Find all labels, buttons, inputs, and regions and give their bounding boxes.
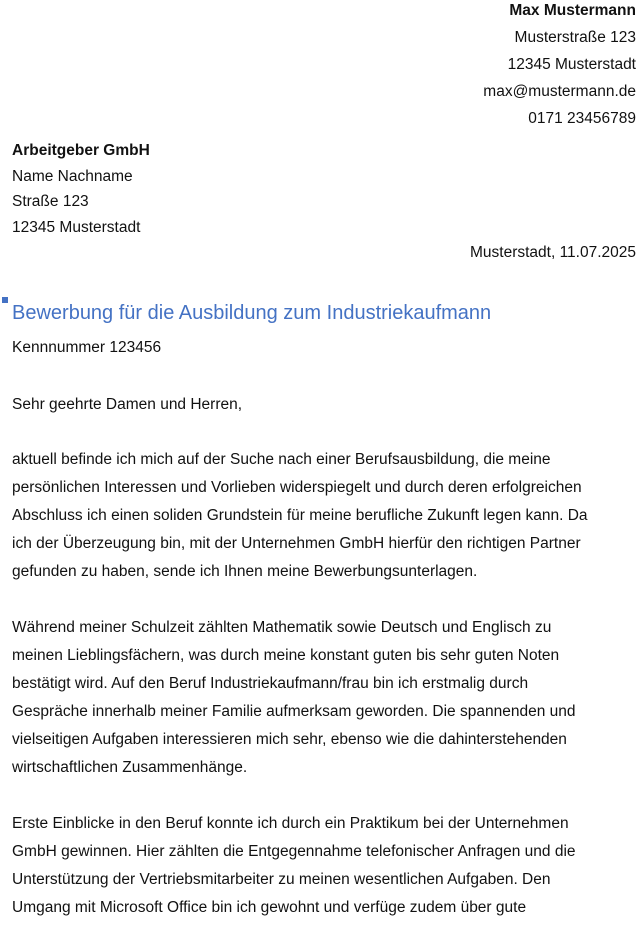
body-line: aktuell befinde ich mich auf der Suche nach einer Berufsausbildung, die meine — [12, 451, 551, 468]
recipient-contact: Name Nachname — [12, 167, 133, 185]
sender-street: Musterstraße 123 — [514, 29, 636, 46]
letter-subject: Bewerbung für die Ausbildung zum Industriekaufmann — [12, 302, 492, 324]
reference-number: Kennnummer 123456 — [12, 339, 162, 356]
body-line: Umgang mit Microsoft Office bin ich gewohnt und verfüge zudem über gute — [12, 899, 527, 916]
body-line: Während meiner Schulzeit zählten Mathematik sowie Deutsch und Englisch zu — [12, 619, 552, 636]
recipient-street: Straße 123 — [12, 193, 89, 210]
body-line: wirtschaftlichen Zusammenhänge. — [12, 759, 248, 776]
recipient-company: Arbeitgeber GmbH — [12, 142, 150, 159]
recipient-city: 12345 Musterstadt — [12, 218, 141, 236]
body-line: Unterstützung der Vertriebsmitarbeiter zu meinen wesentlichen Aufgaben. Den — [12, 871, 551, 888]
body-line: meinen Lieblingsfächern, was durch meine konstant guten bis sehr guten Noten — [12, 647, 560, 664]
paragraph-2 — [12, 614, 632, 782]
letter-body — [12, 446, 632, 950]
body-line: gefunden zu haben, sende ich Ihnen meine Bewerbungsunterlagen. — [12, 563, 478, 580]
sender-city: 12345 Musterstadt — [507, 56, 636, 73]
sender-phone: 0171 23456789 — [528, 110, 636, 127]
body-line: vielseitigen Aufgaben interessieren mich sehr, ebenso wie die dahinterstehenden — [12, 731, 567, 748]
body-line: GmbH gewinnen. Hier zählten die Entgegennahme telefonischer Anfragen und die — [12, 843, 576, 860]
body-line: bestätigt wird. Auf den Beruf Industriekaufmann/frau bin ich erstmalig durch — [12, 675, 529, 692]
body-line: Gespräche innerhalb meiner Familie aufmerksam geworden. Die spannenden und — [12, 703, 576, 720]
paragraph-1 — [12, 446, 632, 586]
subject-marker-icon — [2, 297, 8, 303]
sender-address — [483, 0, 636, 132]
salutation: Sehr geehrte Damen und Herren, — [12, 396, 243, 413]
recipient-address — [12, 138, 150, 240]
body-line: Erste Einblicke in den Beruf konnte ich durch ein Praktikum bei der Unternehmen — [12, 815, 569, 832]
body-line: persönlichen Interessen und Vorlieben widerspiegelt und durch deren erfolgreichen — [12, 479, 582, 496]
sender-email: max@mustermann.de — [483, 83, 636, 100]
body-line: ich der Überzeugung bin, mit der Unternehmen GmbH hierfür den richtigen Partner — [12, 535, 581, 552]
letter-date: Musterstadt, 11.07.2025 — [469, 244, 636, 261]
sender-name: Max Mustermann — [509, 2, 636, 19]
paragraph-3 — [12, 810, 632, 922]
body-line: Abschluss ich einen soliden Grundstein für meine berufliche Zukunft legen kann. Da — [12, 507, 588, 524]
